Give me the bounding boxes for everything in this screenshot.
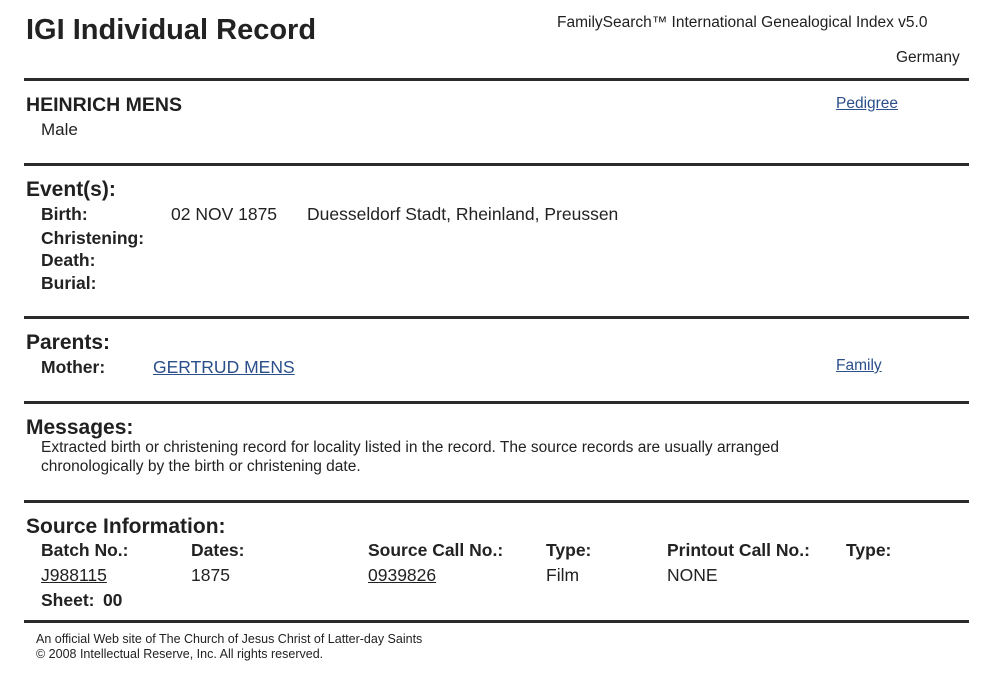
footer-line-1: An official Web site of The Church of Jesus Christ of Latter-day Saints [36, 632, 423, 646]
message-line-1: Extracted birth or christening record for locality listed in the record. The source records are usually arranged [41, 439, 780, 456]
printout-call-label: Printout Call No.: [667, 540, 810, 560]
dates-value: 1875 [191, 565, 230, 585]
printout-type-label: Type: [846, 540, 892, 560]
pedigree-link[interactable]: Pedigree [836, 95, 899, 112]
sheet-value: 00 [102, 590, 123, 610]
divider [24, 620, 969, 623]
person-name: HEINRICH MENS [26, 94, 183, 116]
birth-label: Birth: [41, 204, 88, 224]
events-heading: Event(s): [26, 178, 116, 201]
birth-place: Duesseldorf Stadt, Rheinland, Preussen [307, 204, 619, 224]
message-line-2: chronologically by the birth or christening date. [41, 458, 361, 475]
site-title: FamilySearch™ International Genealogical Index v5.0 [557, 14, 928, 31]
christening-label: Christening: [41, 228, 145, 248]
divider [24, 401, 969, 404]
burial-label: Burial: [41, 273, 97, 293]
messages-heading: Messages: [26, 416, 134, 439]
death-label: Death: [41, 250, 96, 270]
parents-heading: Parents: [26, 331, 111, 354]
region-label: Germany [896, 49, 960, 66]
mother-name-link[interactable]: GERTRUD MENS [153, 357, 295, 377]
printout-call-value: NONE [667, 565, 718, 585]
type-label: Type: [546, 540, 592, 560]
source-call-number-link[interactable]: 0939826 [368, 565, 437, 585]
batch-number-link[interactable]: J988115 [41, 565, 107, 585]
sheet-row [41, 590, 122, 611]
person-gender: Male [41, 120, 78, 139]
divider [24, 316, 969, 319]
mother-label: Mother: [41, 357, 106, 377]
divider [24, 500, 969, 503]
page-title: IGI Individual Record [26, 14, 317, 46]
birth-date: 02 NOV 1875 [171, 204, 278, 224]
source-call-label: Source Call No.: [368, 540, 504, 560]
dates-label: Dates: [191, 540, 245, 560]
batch-label: Batch No.: [41, 540, 129, 560]
sheet-label: Sheet: [41, 590, 95, 610]
divider [24, 163, 969, 166]
source-heading: Source Information: [26, 515, 226, 538]
family-link[interactable]: Family [836, 357, 882, 374]
footer-copyright: © 2008 Intellectual Reserve, Inc. All rights reserved. [36, 647, 324, 661]
divider [24, 78, 969, 81]
type-value: Film [546, 565, 580, 585]
